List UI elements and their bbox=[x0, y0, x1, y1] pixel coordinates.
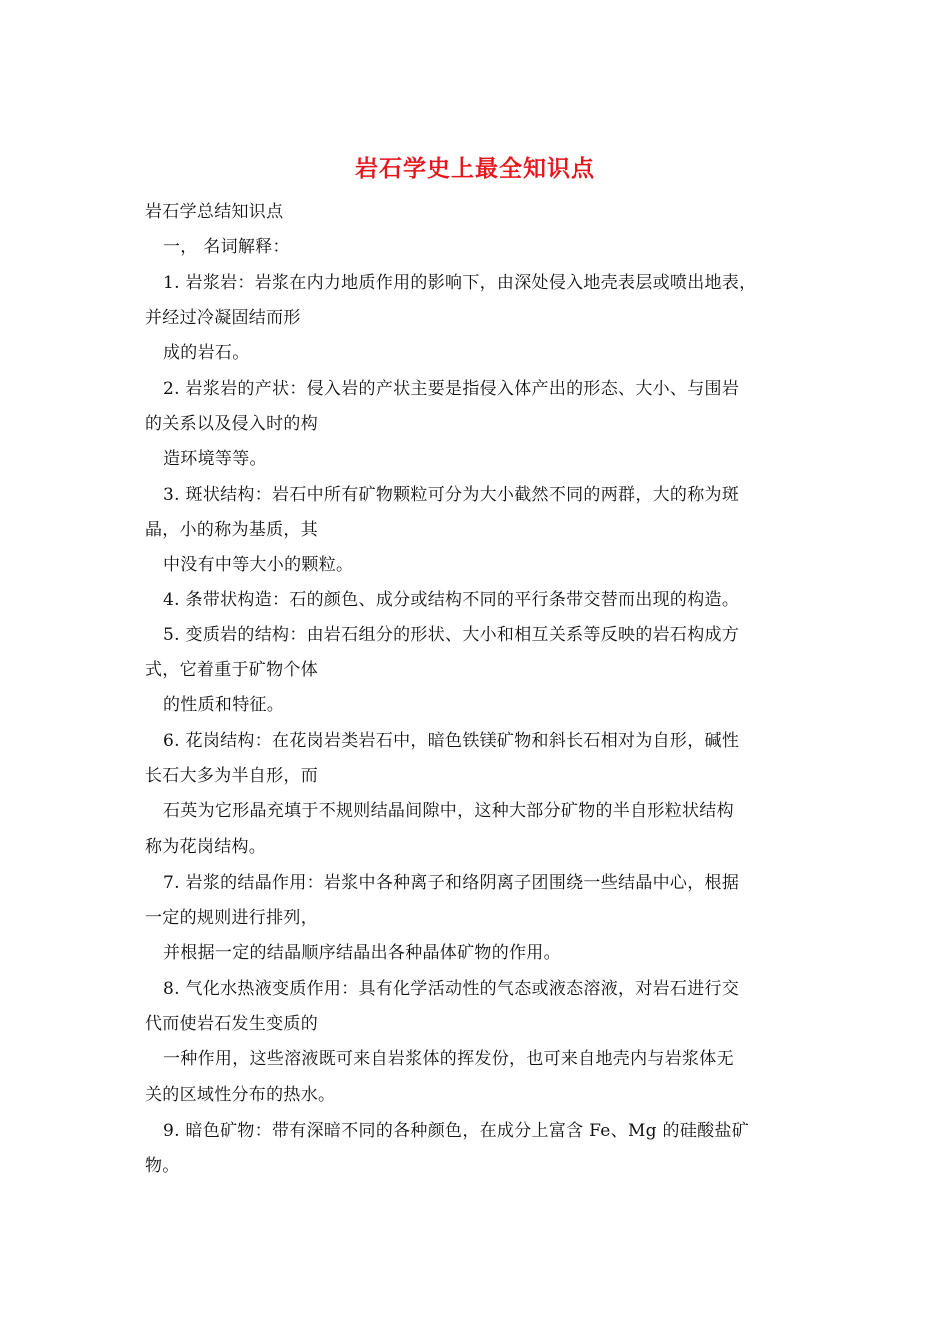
entry-8-line-1: 8. 气化水热液变质作用：具有化学活动性的气态或液态溶液，对岩石进行交 bbox=[163, 979, 740, 999]
entry-6-line-1: 6. 花岗结构：在花岗岩类岩石中，暗色铁镁矿物和斜长石相对为自形，碱性 bbox=[163, 731, 740, 751]
entry-1-line-2: 并经过冷凝固结而形 bbox=[145, 308, 301, 328]
entry-9-line-1: 9. 暗色矿物：带有深暗不同的各种颜色，在成分上富含 Fe、Mg 的硅酸盐矿 bbox=[163, 1121, 750, 1141]
entry-8-line-4: 关的区域性分布的热水。 bbox=[145, 1085, 336, 1105]
entry-6-line-3: 石英为它形晶充填于不规则结晶间隙中，这种大部分矿物的半自形粒状结构 bbox=[163, 801, 734, 821]
entry-3-line-2: 晶，小的称为基质，其 bbox=[145, 520, 318, 540]
entry-9-line-2: 物。 bbox=[145, 1156, 180, 1176]
entry-2-line-3: 造环境等等。 bbox=[163, 449, 267, 469]
entry-7-line-1: 7. 岩浆的结晶作用：岩浆中各种离子和络阴离子团围绕一些结晶中心，根据 bbox=[163, 873, 740, 893]
entry-8-line-2: 代而使岩石发生变质的 bbox=[145, 1014, 318, 1034]
entry-1-line-1: 1. 岩浆岩：岩浆在内力地质作用的影响下，由深处侵入地壳表层或喷出地表， bbox=[163, 273, 757, 293]
entry-2-line-1: 2. 岩浆岩的产状：侵入岩的产状主要是指侵入体产出的形态、大小、与围岩 bbox=[163, 379, 740, 399]
page-title: 岩石学史上最全知识点 bbox=[355, 156, 595, 182]
entry-7-line-2: 一定的规则进行排列， bbox=[145, 908, 318, 928]
entry-3-line-1: 3. 斑状结构：岩石中所有矿物颗粒可分为大小截然不同的两群，大的称为斑 bbox=[163, 485, 740, 505]
entry-5-line-1: 5. 变质岩的结构：由岩石组分的形状、大小和相互关系等反映的岩石构成方 bbox=[163, 625, 740, 645]
entry-6-line-4: 称为花岗结构。 bbox=[145, 837, 267, 857]
entry-1-line-3: 成的岩石。 bbox=[163, 343, 250, 363]
entry-7-line-3: 并根据一定的结晶顺序结晶出各种晶体矿物的作用。 bbox=[163, 943, 561, 963]
entry-8-line-3: 一种作用，这些溶液既可来自岩浆体的挥发份，也可来自地壳内与岩浆体无 bbox=[163, 1049, 734, 1069]
entry-6-line-2: 长石大多为半自形，而 bbox=[145, 766, 318, 786]
entry-5-line-3: 的性质和特征。 bbox=[163, 695, 285, 715]
entry-4-line-1: 4. 条带状构造：石的颜色、成分或结构不同的平行条带交替而出现的构造。 bbox=[163, 590, 740, 610]
entry-2-line-2: 的关系以及侵入时的构 bbox=[145, 414, 318, 434]
document-subtitle: 岩石学总结知识点 bbox=[145, 202, 284, 222]
entry-3-line-3: 中没有中等大小的颗粒。 bbox=[163, 555, 354, 575]
entry-5-line-2: 式，它着重于矿物个体 bbox=[145, 660, 318, 680]
section-heading: 一， 名词解释： bbox=[163, 237, 290, 257]
